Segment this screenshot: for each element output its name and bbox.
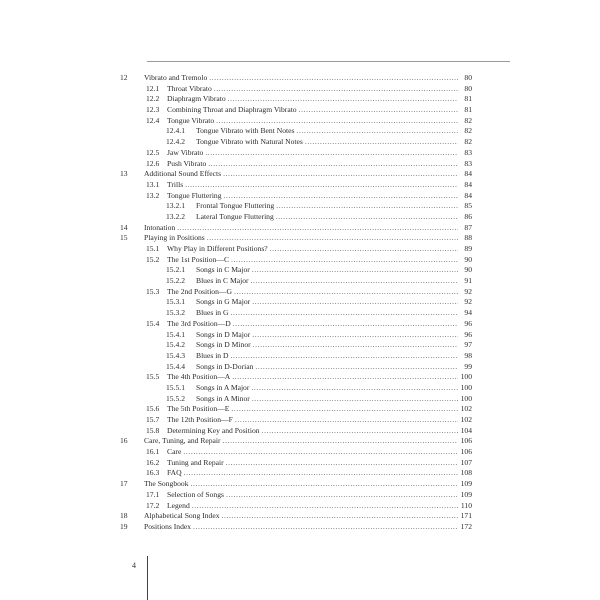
toc-leader-dots (234, 287, 458, 298)
toc-entry-title: Throat Vibrato (167, 83, 212, 93)
toc-entry-title: Songs in A Minor (196, 393, 250, 403)
toc-entry-number: 12.4.1 (166, 126, 185, 136)
toc-entry[interactable] (120, 490, 472, 501)
toc-entry-number: 15.7 (146, 415, 160, 424)
toc-entry-number: 15.5.1 (166, 382, 185, 392)
toc-entry[interactable] (120, 212, 472, 223)
toc-entry-page: 104 (460, 425, 472, 435)
toc-leader-dots (224, 191, 458, 202)
toc-leader-dots (193, 522, 458, 533)
toc-entry[interactable] (120, 522, 472, 533)
toc-entry-page: 83 (464, 158, 472, 168)
toc-entry-number: 16.2 (146, 457, 160, 467)
toc-leader-dots (222, 511, 459, 522)
toc-entry-title: Legend (167, 500, 190, 510)
toc-entry-title: Blues in G (196, 308, 229, 318)
toc-entry-number: 15.3 (146, 286, 160, 296)
toc-entry-page: 80 (464, 83, 472, 93)
toc-entry-page: 90 (464, 265, 472, 275)
toc-entry-number: 15 (120, 233, 128, 243)
toc-leader-dots (252, 330, 458, 341)
toc-entry[interactable] (120, 479, 472, 490)
toc-entry-number: 13.1 (146, 179, 160, 189)
toc-entry-page: 90 (464, 254, 472, 264)
toc-entry-title: Blues in D (196, 350, 229, 360)
toc-entry-number: 16 (120, 436, 128, 446)
toc-entry-number: 16.3 (146, 468, 160, 478)
toc-entry-title: Jaw Vibrato (167, 147, 204, 157)
toc-leader-dots (251, 276, 458, 287)
toc-entry[interactable] (120, 287, 472, 298)
toc-leader-dots (209, 73, 458, 84)
toc-leader-dots (235, 415, 458, 426)
toc-entry-number: 15.4.3 (166, 350, 185, 360)
toc-leader-dots (276, 212, 458, 223)
toc-entry-page: 106 (460, 447, 472, 457)
toc-entry-page: 102 (460, 404, 472, 414)
toc-leader-dots (226, 458, 458, 469)
toc-entry-number: 15.8 (146, 425, 160, 435)
page-number: 4 (132, 561, 136, 570)
toc-entry-number: 15.5 (146, 372, 160, 382)
toc-entry-page: 100 (460, 382, 472, 392)
toc-entry[interactable] (120, 319, 472, 330)
toc-entry-number: 12.3 (146, 105, 160, 115)
toc-entry-title: Songs in D-Dorian (196, 361, 254, 371)
table-of-contents (120, 73, 472, 533)
toc-leader-dots (255, 362, 458, 373)
toc-entry-page: 84 (464, 169, 472, 179)
toc-leader-dots (183, 447, 458, 458)
toc-entry-title: Alphabetical Song Index (144, 511, 220, 521)
toc-entry-page: 84 (464, 190, 472, 200)
toc-entry-title: FAQ (167, 468, 182, 478)
toc-leader-dots (231, 404, 458, 415)
toc-entry-page: 82 (464, 115, 472, 125)
toc-entry-title: The 12th Position—F (167, 415, 233, 424)
toc-leader-dots (216, 116, 458, 127)
toc-leader-dots (208, 159, 458, 170)
toc-entry-number: 19 (120, 521, 128, 531)
toc-entry[interactable] (120, 372, 472, 383)
toc-entry-title: Tongue Vibrato with Bent Notes (196, 126, 295, 136)
toc-entry-title: The 3rd Position—D (167, 318, 231, 328)
toc-entry-title: Why Play in Different Positions? (167, 244, 268, 253)
toc-entry-title: Determining Key and Position (167, 425, 260, 435)
toc-entry-page: 91 (464, 276, 472, 286)
toc-entry-number: 12.6 (146, 158, 160, 168)
toc-entry[interactable] (120, 223, 472, 234)
toc-entry[interactable] (120, 169, 472, 180)
toc-entry-page: 87 (464, 222, 472, 232)
toc-leader-dots (184, 468, 458, 479)
toc-entry-page: 98 (464, 350, 472, 360)
toc-entry-page: 171 (460, 511, 472, 521)
toc-entry-number: 17.1 (146, 489, 160, 499)
toc-entry[interactable] (120, 308, 472, 319)
toc-entry[interactable] (120, 137, 472, 148)
toc-entry-page: 106 (460, 436, 472, 446)
toc-entry-title: The 5th Position—E (167, 404, 230, 414)
toc-entry-title: Playing in Positions (144, 233, 205, 243)
toc-entry[interactable] (120, 458, 472, 469)
toc-entry[interactable] (120, 148, 472, 159)
toc-entry-page: 109 (460, 489, 472, 499)
toc-leader-dots (214, 84, 458, 95)
toc-entry-number: 15.6 (146, 404, 160, 414)
toc-entry[interactable] (120, 383, 472, 394)
toc-entry-page: 172 (460, 521, 472, 531)
toc-entry-title: Additional Sound Effects (144, 169, 222, 179)
toc-entry-number: 15.4 (146, 318, 160, 328)
toc-entry[interactable] (120, 180, 472, 191)
toc-entry-page: 83 (464, 147, 472, 157)
toc-entry[interactable] (120, 362, 472, 373)
toc-entry[interactable] (120, 426, 472, 437)
toc-entry-title: Care, Tuning, and Repair (144, 436, 221, 446)
toc-entry-number: 13.2.1 (166, 201, 185, 211)
toc-entry[interactable] (120, 501, 472, 512)
toc-entry-title: Tuning and Repair (167, 457, 224, 467)
header-rule (147, 61, 510, 62)
toc-entry-number: 13 (120, 169, 128, 179)
footer-rule (147, 556, 148, 600)
toc-entry-page: 96 (464, 318, 472, 328)
toc-entry[interactable] (120, 415, 472, 426)
toc-entry-number: 15.3.2 (166, 308, 185, 318)
toc-entry-page: 107 (460, 457, 472, 467)
toc-entry[interactable] (120, 116, 472, 127)
toc-entry-page: 82 (464, 126, 472, 136)
toc-entry-number: 15.4.2 (166, 340, 185, 350)
toc-entry[interactable] (120, 84, 472, 95)
toc-entry-page: 110 (460, 500, 472, 510)
toc-leader-dots (270, 244, 458, 255)
toc-entry-title: Selection of Songs (167, 489, 224, 499)
toc-entry-page: 92 (464, 297, 472, 307)
toc-entry[interactable] (120, 511, 472, 522)
toc-entry-title: Blues in C Major (196, 276, 249, 286)
toc-entry-number: 17.2 (146, 500, 160, 510)
toc-entry[interactable] (120, 233, 472, 244)
toc-entry-number: 13.2 (146, 190, 160, 200)
toc-entry-page: 97 (464, 340, 472, 350)
toc-entry-title: Tongue Vibrato (167, 115, 215, 125)
toc-entry-page: 100 (460, 372, 472, 382)
toc-entry-page: 102 (460, 415, 472, 424)
toc-entry-title: Intonation (144, 222, 176, 232)
toc-entry-page: 109 (460, 479, 472, 489)
toc-entry-title: Vibrato and Tremolo (144, 73, 208, 82)
toc-entry-title: Songs in D Minor (196, 340, 251, 350)
toc-entry[interactable] (120, 404, 472, 415)
toc-entry-page: 84 (464, 179, 472, 189)
toc-entry[interactable] (120, 351, 472, 362)
toc-leader-dots (262, 426, 458, 437)
toc-entry-number: 15.3.1 (166, 297, 185, 307)
toc-entry-page: 82 (464, 137, 472, 147)
toc-entry-title: Songs in A Major (196, 382, 250, 392)
toc-entry-number: 14 (120, 222, 128, 232)
toc-entry-number: 17 (120, 479, 128, 489)
toc-entry-number: 12.2 (146, 94, 160, 104)
toc-entry-number: 15.5.2 (166, 393, 185, 403)
toc-leader-dots (231, 351, 459, 362)
toc-leader-dots (185, 180, 458, 191)
toc-entry-number: 15.2.1 (166, 265, 185, 275)
toc-entry[interactable] (120, 105, 472, 116)
toc-entry-page: 86 (464, 211, 472, 221)
toc-entry[interactable] (120, 244, 472, 255)
toc-entry-page: 89 (464, 244, 472, 253)
toc-entry[interactable] (120, 265, 472, 276)
toc-entry[interactable] (120, 126, 472, 137)
toc-entry-title: Songs in D Major (196, 329, 251, 339)
toc-leader-dots (231, 308, 459, 319)
toc-leader-dots (276, 201, 458, 212)
toc-entry-number: 12.5 (146, 147, 160, 157)
toc-leader-dots (192, 501, 458, 512)
toc-entry-title: Songs in C Major (196, 265, 250, 275)
toc-entry[interactable] (120, 340, 472, 351)
toc-entry-page: 88 (464, 233, 472, 243)
toc-entry[interactable] (120, 255, 472, 266)
toc-entry-title: Frontal Tongue Fluttering (196, 201, 275, 211)
toc-entry-number: 16.1 (146, 447, 160, 457)
toc-leader-dots (233, 319, 458, 330)
toc-entry-title: Lateral Tongue Fluttering (196, 211, 274, 221)
toc-entry-page: 99 (464, 361, 472, 371)
toc-entry-number: 12.4 (146, 115, 160, 125)
toc-entry-title: The 1st Position—C (167, 254, 230, 264)
toc-entry-title: Push Vibrato (167, 158, 207, 168)
toc-leader-dots (223, 436, 458, 447)
toc-entry[interactable] (120, 436, 472, 447)
toc-leader-dots (252, 265, 458, 276)
toc-entry-title: Care (167, 447, 182, 457)
toc-entry-page: 108 (460, 468, 472, 478)
toc-entry-title: Songs in G Major (196, 297, 251, 307)
toc-entry[interactable] (120, 159, 472, 170)
toc-entry[interactable] (120, 394, 472, 405)
toc-entry[interactable] (120, 447, 472, 458)
toc-leader-dots (228, 94, 458, 105)
toc-entry-number: 15.2.2 (166, 276, 185, 286)
toc-leader-dots (191, 479, 458, 490)
toc-entry-page: 85 (464, 201, 472, 211)
toc-entry-number: 12 (120, 73, 128, 82)
toc-entry-page: 81 (464, 94, 472, 104)
toc-entry-page: 80 (464, 73, 472, 82)
toc-entry-number: 15.1 (146, 244, 160, 253)
toc-entry-title: The 2nd Position—G (167, 286, 232, 296)
toc-leader-dots (226, 490, 458, 501)
toc-entry-title: Combining Throat and Diaphragm Vibrato (167, 105, 297, 115)
toc-entry-number: 12.1 (146, 83, 160, 93)
toc-entry[interactable] (120, 468, 472, 479)
toc-entry-title: The 4th Position—A (167, 372, 231, 382)
toc-leader-dots (207, 233, 458, 244)
toc-leader-dots (223, 169, 458, 180)
toc-leader-dots (252, 394, 458, 405)
toc-entry-title: Trills (167, 179, 184, 189)
toc-entry-page: 92 (464, 286, 472, 296)
toc-leader-dots (177, 223, 458, 234)
toc-entry-page: 94 (464, 308, 472, 318)
toc-leader-dots (232, 372, 458, 383)
toc-entry[interactable] (120, 94, 472, 105)
toc-entry-page: 81 (464, 105, 472, 115)
toc-entry-title: Tongue Fluttering (167, 190, 222, 200)
toc-entry-page: 100 (460, 393, 472, 403)
toc-leader-dots (231, 255, 458, 266)
toc-leader-dots (253, 340, 458, 351)
toc-entry[interactable] (120, 330, 472, 341)
toc-entry-title: The Songbook (144, 479, 189, 489)
toc-leader-dots (305, 137, 458, 148)
toc-entry-number: 15.4.4 (166, 361, 185, 371)
toc-entry-number: 15.4.1 (166, 329, 185, 339)
toc-leader-dots (299, 105, 458, 116)
toc-entry[interactable] (120, 201, 472, 212)
toc-entry-number: 13.2.2 (166, 211, 185, 221)
toc-entry-title: Tongue Vibrato with Natural Notes (196, 137, 303, 147)
toc-leader-dots (205, 148, 458, 159)
toc-entry[interactable] (120, 191, 472, 202)
toc-entry-title: Positions Index (144, 521, 192, 531)
toc-entry-number: 15.2 (146, 254, 160, 264)
toc-entry-title: Diaphragm Vibrato (167, 94, 226, 104)
toc-entry[interactable] (120, 276, 472, 287)
toc-leader-dots (252, 297, 458, 308)
toc-entry-page: 96 (464, 329, 472, 339)
toc-entry-number: 12.4.2 (166, 137, 185, 147)
toc-entry-number: 18 (120, 511, 128, 521)
toc-entry[interactable] (120, 297, 472, 308)
toc-leader-dots (296, 126, 458, 137)
toc-leader-dots (251, 383, 458, 394)
toc-entry[interactable] (120, 73, 472, 84)
